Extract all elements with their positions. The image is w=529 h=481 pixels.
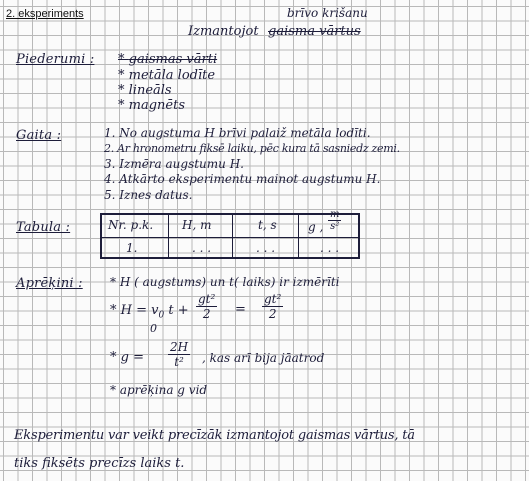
- equipment-item-3: * magnēts: [118, 98, 186, 113]
- title-insert: brīvo krišanu: [287, 6, 368, 20]
- calculations-label: Aprēķini :: [16, 276, 83, 291]
- calc-line-1: * H ( augstums) un t( laiks) ir izmērīti: [110, 275, 340, 289]
- table-cell-h: . . .: [192, 241, 212, 255]
- table-header-h: H, m: [182, 218, 212, 232]
- procedure-step-3: 3. Izmēra augstumu H.: [104, 157, 244, 171]
- calc-line-2: * $H = v_0$ t +: [110, 303, 189, 321]
- calc-line-3: * g =: [110, 350, 144, 365]
- table-col-divider: [168, 215, 169, 257]
- section-header: 2. eksperiments: [6, 8, 84, 20]
- title-main: Izmantojot: [188, 24, 259, 39]
- equipment-item-0: * gaismas vārti: [118, 52, 218, 67]
- calc-frac-3: $\frac{2H}{\text{t²}}$: [170, 340, 189, 369]
- table-header-t: t, s: [258, 218, 277, 232]
- table-col-divider: [232, 215, 233, 257]
- table-header-g-unit: $\frac{m}{\text{s²}}$: [330, 209, 340, 232]
- conclusion-line-2: tiks fiksēts precīzs laiks t.: [14, 456, 185, 471]
- table-header-nr: Nr. p.k.: [108, 218, 154, 232]
- procedure-step-2: 2. Ar hronometru fiksē laiku, pēc kura tā sasniedz zemi.: [104, 142, 400, 155]
- calc-equals: =: [235, 302, 246, 317]
- table-label: Tabula :: [16, 220, 71, 235]
- table-col-divider: [298, 215, 299, 257]
- data-table: [100, 209, 360, 259]
- equipment-item-1: * metāla lodīte: [118, 68, 216, 83]
- procedure-label: Gaita :: [16, 128, 62, 143]
- calc-frac-2: $\frac{\text{gt²}}{2}$: [264, 292, 282, 321]
- table-cell-t: . . .: [256, 241, 276, 255]
- procedure-step-4: 4. Atkārto eksperimentu mainot augstumu H.: [104, 172, 381, 186]
- conclusion-line-1: Eksperimentu var veikt precīzāk izmantojot gaismas vārtus, tā: [14, 428, 415, 443]
- equipment-item-2: * lineāls: [118, 83, 172, 98]
- table-header-g: g ,: [308, 220, 324, 234]
- title-struck: gaisma vārtus: [268, 24, 361, 39]
- calc-line-3-text: , kas arī bija jāatrod: [202, 351, 325, 365]
- calc-frac-1: $\frac{\text{gt²}}{2}$: [198, 292, 216, 321]
- procedure-step-5: 5. Iznes datus.: [104, 188, 193, 202]
- table-cell-nr: 1.: [126, 241, 138, 255]
- calc-v0-zero: 0: [150, 322, 157, 335]
- calc-line-4: * aprēķina g vid: [110, 383, 208, 397]
- procedure-step-1: 1. No augstuma H brīvi palaiž metāla lodīti.: [104, 126, 371, 140]
- table-cell-g: . . .: [320, 241, 340, 255]
- equipment-label: Piederumi :: [16, 52, 95, 67]
- table-header-divider: [102, 237, 358, 238]
